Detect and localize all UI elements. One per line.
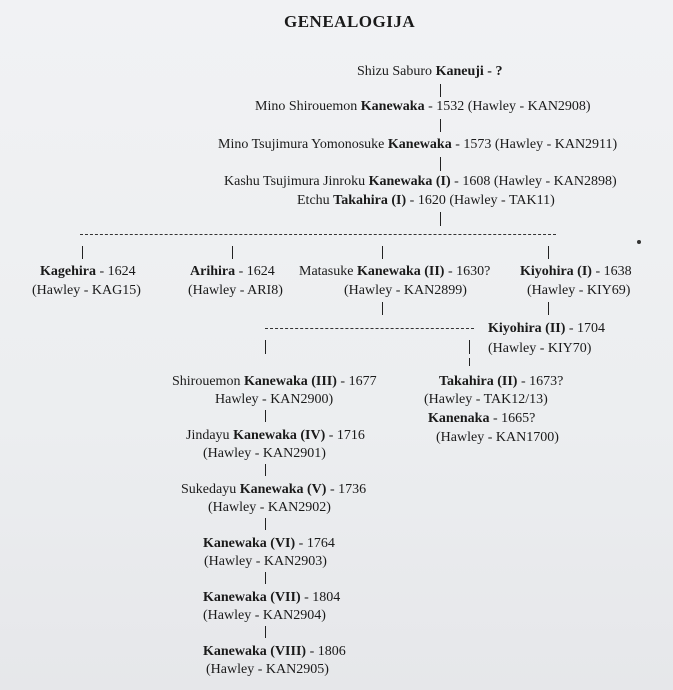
node-kaneuji <box>357 63 502 80</box>
node-matasuke <box>299 263 490 280</box>
node-kanewaka-4 <box>186 427 365 444</box>
node-kanenaka <box>428 410 535 427</box>
connector-line <box>548 302 549 315</box>
connector-line <box>469 340 470 354</box>
connector-line <box>440 212 441 226</box>
connector-line <box>382 302 383 315</box>
node-kanewaka-1532 <box>255 98 591 115</box>
node-name: Kanewaka (III) <box>243 374 337 389</box>
node-name: Takahira (I) <box>333 193 407 208</box>
node-kanewaka-7-ref: (Hawley - KAN2904) <box>203 608 326 623</box>
node-suffix: - 1716 <box>325 428 365 443</box>
node-name: Kanewaka (V) <box>239 482 327 497</box>
node-suffix: - 1624 <box>96 264 136 279</box>
node-name: Kanewaka <box>360 99 425 114</box>
node-suffix: - 1573 (Hawley - KAN2911) <box>451 137 618 152</box>
node-suffix: - 1532 (Hawley - KAN2908) <box>424 99 591 114</box>
node-kiyohira-2 <box>488 320 605 337</box>
node-name: Takahira (II) <box>439 374 518 389</box>
node-suffix: - 1665? <box>489 411 536 426</box>
node-prefix: Shizu Saburo <box>357 64 436 79</box>
node-name: Kanenaka <box>428 411 490 426</box>
branch-line <box>265 328 474 329</box>
node-prefix: Etchu <box>297 193 334 208</box>
node-name: Kanewaka (II) <box>356 264 445 279</box>
node-prefix: Jindayu <box>186 428 234 443</box>
node-suffix: - 1608 (Hawley - KAN2898) <box>450 174 617 189</box>
node-suffix: - 1620 (Hawley - TAK11) <box>406 193 555 208</box>
node-arihira-ref: (Hawley - ARI8) <box>188 283 283 298</box>
node-kanewaka-8-ref: (Hawley - KAN2905) <box>206 662 329 677</box>
node-kanewaka-4-ref: (Hawley - KAN2901) <box>203 446 326 461</box>
node-kiyohira-1 <box>520 263 632 280</box>
node-prefix: Matasuke <box>299 264 357 279</box>
node-suffix: - 1736 <box>326 482 367 497</box>
node-kanewaka-1608 <box>224 173 617 190</box>
node-prefix: Mino Tsujimura Yomonosuke <box>218 137 388 152</box>
stray-mark <box>637 240 641 244</box>
node-kanewaka-8 <box>203 643 346 660</box>
node-prefix: Sukedayu <box>181 482 240 497</box>
background-watermark <box>40 30 52 77</box>
node-prefix: Mino Shirouemon <box>255 99 361 114</box>
node-name: Kanewaka <box>387 137 452 152</box>
node-name: Kiyohira (I) <box>520 264 592 279</box>
node-arihira <box>190 263 275 280</box>
node-suffix: - ? <box>483 64 503 79</box>
connector-line <box>548 246 549 259</box>
connector-line <box>265 340 266 354</box>
node-suffix: - 1677 <box>336 374 377 389</box>
node-suffix: - 1764 <box>295 536 335 551</box>
connector-line <box>469 358 470 366</box>
connector-line <box>265 464 266 476</box>
node-matasuke-ref: (Hawley - KAN2899) <box>344 283 467 298</box>
node-name: Kanewaka (VIII) <box>203 644 307 659</box>
node-suffix: - 1806 <box>306 644 346 659</box>
node-suffix: - 1624 <box>235 264 275 279</box>
node-suffix: - 1804 <box>300 590 341 605</box>
node-kanewaka-6-ref: (Hawley - KAN2903) <box>204 554 327 569</box>
node-prefix: Shirouemon <box>172 374 244 389</box>
node-kanewaka-3-ref: Hawley - KAN2900) <box>215 392 334 407</box>
connector-line <box>440 157 441 171</box>
node-name: Kiyohira (II) <box>488 321 566 336</box>
node-suffix: - 1630? <box>444 264 491 279</box>
node-takahira-1620 <box>297 192 555 209</box>
node-name: Kanewaka (VI) <box>203 536 296 551</box>
connector-line <box>265 572 266 584</box>
node-suffix: - 1638 <box>591 264 632 279</box>
node-kanewaka-6 <box>203 535 335 552</box>
node-suffix: - 1673? <box>517 374 564 389</box>
branch-line <box>80 234 556 235</box>
connector-line <box>265 626 266 638</box>
connector-line <box>382 246 383 259</box>
node-name: Kanewaka (VII) <box>203 590 301 605</box>
node-name: Arihira <box>190 264 236 279</box>
connector-line <box>440 84 441 97</box>
page-title: GENEALOGIJA <box>284 12 416 31</box>
connector-line <box>265 518 266 530</box>
node-kanenaka-ref: (Hawley - KAN1700) <box>436 430 559 445</box>
node-kanewaka-7 <box>203 589 340 606</box>
node-takahira-2 <box>439 373 563 390</box>
node-kanewaka-1573 <box>218 136 617 153</box>
node-kanewaka-3 <box>172 373 377 390</box>
node-prefix: Kashu Tsujimura Jinroku <box>224 174 369 189</box>
node-kanewaka-5 <box>181 481 366 498</box>
node-suffix: - 1704 <box>565 321 606 336</box>
connector-line <box>265 410 266 422</box>
node-kagehira-ref: (Hawley - KAG15) <box>32 283 141 298</box>
node-name: Kagehira <box>40 264 96 279</box>
node-name: Kanewaka (IV) <box>233 428 326 443</box>
node-name: Kaneuji <box>435 64 484 79</box>
node-kagehira <box>40 263 136 280</box>
connector-line <box>232 246 233 259</box>
node-name: Kanewaka (I) <box>368 174 451 189</box>
node-takahira-2-ref: (Hawley - TAK12/13) <box>424 392 548 407</box>
connector-line <box>82 246 83 259</box>
connector-line <box>440 119 441 132</box>
node-kanewaka-5-ref: (Hawley - KAN2902) <box>208 500 331 515</box>
node-kiyohira-2-ref: (Hawley - KIY70) <box>488 341 592 356</box>
node-kiyohira-1-ref: (Hawley - KIY69) <box>527 283 631 298</box>
